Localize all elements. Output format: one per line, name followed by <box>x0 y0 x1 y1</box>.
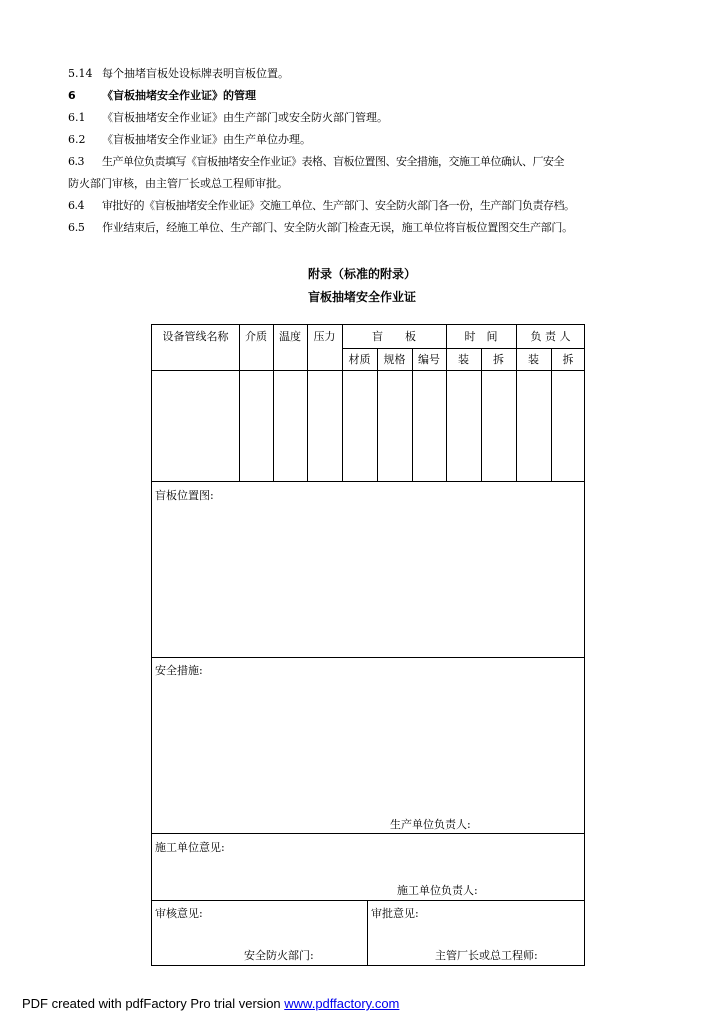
header-responsible-person: 负 责 人 <box>530 330 571 343</box>
subheader-spec: 规格 <box>383 353 406 366</box>
paragraph-number: 6.3 <box>68 155 84 168</box>
paragraph-6-3-continued <box>68 177 288 191</box>
construction-unit-opinion-label: 施工单位意见: <box>155 841 225 854</box>
position-diagram-label: 盲板位置图: <box>155 489 214 502</box>
paragraph-text: 《盲板抽堵安全作业证》由生产单位办理。 <box>102 133 311 146</box>
fire-safety-dept-label: 安全防火部门: <box>244 949 314 962</box>
subheader-number: 编号 <box>418 353 440 366</box>
header-medium: 介质 <box>245 330 267 343</box>
construction-unit-leader-label: 施工单位负责人: <box>397 884 478 897</box>
paragraph-text: 审批好的《盲板抽堵安全作业证》交施工单位、生产部门、安全防火部门各一份，生产部门负责存档。 <box>102 199 575 212</box>
data-entry-area[interactable] <box>152 371 585 481</box>
pdf-footer <box>22 996 399 1011</box>
paragraph-number: 6.2 <box>68 133 86 146</box>
subheader-remove-person: 拆 <box>562 353 574 366</box>
subheader-remove-time: 拆 <box>493 353 504 366</box>
subheader-install-time: 装 <box>458 353 469 366</box>
paragraph-number: 6.5 <box>68 221 85 234</box>
header-temperature: 温度 <box>279 330 301 343</box>
section-heading-6 <box>68 89 256 103</box>
review-opinion-label: 审核意见: <box>155 907 203 920</box>
production-unit-leader-label: 生产单位负责人: <box>390 818 471 831</box>
subheader-material: 材质 <box>348 353 371 366</box>
header-time: 时 间 <box>464 330 498 343</box>
paragraph-6-4 <box>68 199 575 213</box>
header-blind-plate: 盲 板 <box>372 330 416 343</box>
subheader-install-person: 装 <box>528 353 539 366</box>
paragraph-6-1 <box>68 111 388 125</box>
footer-text: PDF created with pdfFactory Pro trial version <box>22 996 285 1011</box>
paragraph-text: 每个抽堵盲板处设标牌表明盲板位置。 <box>102 67 289 80</box>
paragraph-text: 生产单位负责填写《盲板抽堵安全作业证》表格、盲板位置图、安全措施，交施工单位确认、厂安全 <box>102 155 564 168</box>
paragraph-number: 6 <box>68 89 76 102</box>
paragraph-5-14 <box>68 67 289 81</box>
header-pressure: 压力 <box>313 330 336 343</box>
safety-measures-area[interactable] <box>152 658 585 818</box>
approval-opinion-label: 审批意见: <box>371 907 419 920</box>
position-diagram-area[interactable] <box>152 482 585 657</box>
paragraph-text: 防火部门审核，由主管厂长或总工程师审批。 <box>68 177 288 190</box>
construction-opinion-area[interactable] <box>152 834 585 882</box>
appendix-title: 附录（标准的附录） <box>307 267 416 281</box>
paragraph-6-3 <box>68 155 564 169</box>
paragraph-6-2 <box>68 133 311 147</box>
paragraph-number: 5.14 <box>68 67 93 80</box>
paragraph-6-5 <box>68 221 573 235</box>
pdffactory-link[interactable]: www.pdffactory.com <box>284 996 400 1011</box>
paragraph-text: 《盲板抽堵安全作业证》由生产部门或安全防火部门管理。 <box>102 111 388 124</box>
paragraph-number: 6.4 <box>68 199 84 212</box>
form-title: 盲板抽堵安全作业证 <box>307 290 416 304</box>
blind-plate-permit-form <box>151 324 585 966</box>
paragraph-number: 6.1 <box>68 111 86 124</box>
paragraph-text: 作业结束后，经施工单位、生产部门、安全防火部门检查无误，施工单位将盲板位置图交生产部门。 <box>102 221 573 234</box>
header-equipment-pipeline: 设备管线名称 <box>162 330 229 343</box>
section-heading-text: 《盲板抽堵安全作业证》的管理 <box>102 89 256 102</box>
safety-measures-label: 安全措施: <box>155 664 203 677</box>
chief-engineer-label: 主管厂长或总工程师: <box>435 949 538 962</box>
